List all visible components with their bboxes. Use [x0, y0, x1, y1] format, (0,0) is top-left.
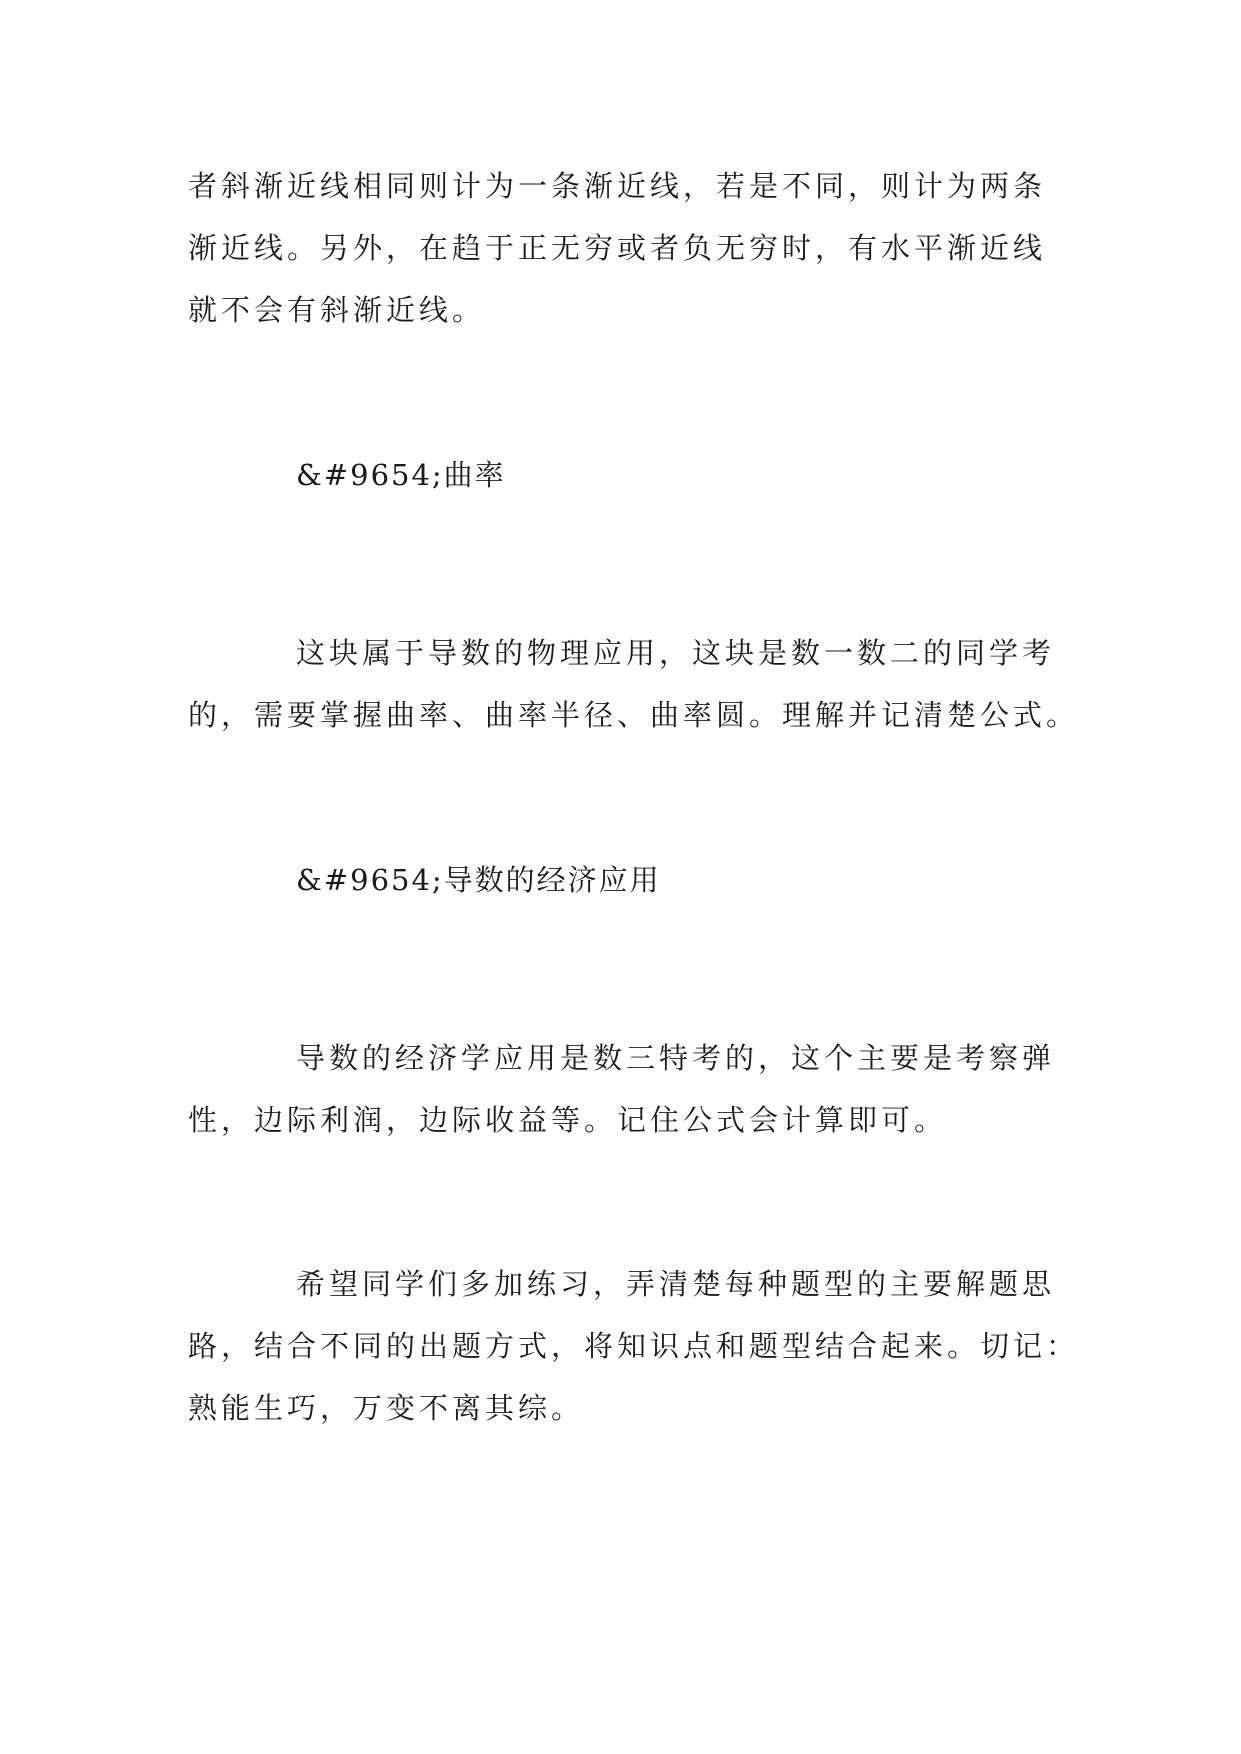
economics-paragraph: [188, 1027, 1058, 1151]
paragraph-line: 熟能生巧，万变不离其综。: [188, 1391, 585, 1425]
paragraph-line: 导数的经济学应用是数三特考的，这个主要是考察弹: [296, 1041, 1056, 1075]
paragraph-line: 性，边际利润，边际收益等。记住公式会计算即可。: [188, 1103, 948, 1137]
paragraph-line: 希望同学们多加练习，弄清楚每种题型的主要解题思: [296, 1267, 1056, 1301]
economics-heading: &#9654;导数的经济应用: [296, 863, 661, 897]
paragraph-line: 渐近线。另外，在趋于正无穷或者负无穷时，有水平渐近线: [188, 231, 1047, 265]
curvature-paragraph: [188, 622, 1080, 746]
asymptote-paragraph: [188, 155, 1058, 341]
paragraph-line: 这块属于导数的物理应用，这块是数一数二的同学考: [296, 636, 1056, 670]
paragraph-line: 路，结合不同的出题方式，将知识点和题型结合起来。切记：: [188, 1329, 1080, 1363]
paragraph-line: 的，需要掌握曲率、曲率半径、曲率圆。理解并记清楚公式。: [188, 698, 1080, 732]
paragraph-line: 者斜渐近线相同则计为一条渐近线，若是不同，则计为两条: [188, 169, 1047, 203]
curvature-heading: &#9654;曲率: [296, 458, 506, 492]
paragraph-line: 就不会有斜渐近线。: [188, 293, 486, 327]
closing-paragraph: [188, 1253, 1080, 1439]
